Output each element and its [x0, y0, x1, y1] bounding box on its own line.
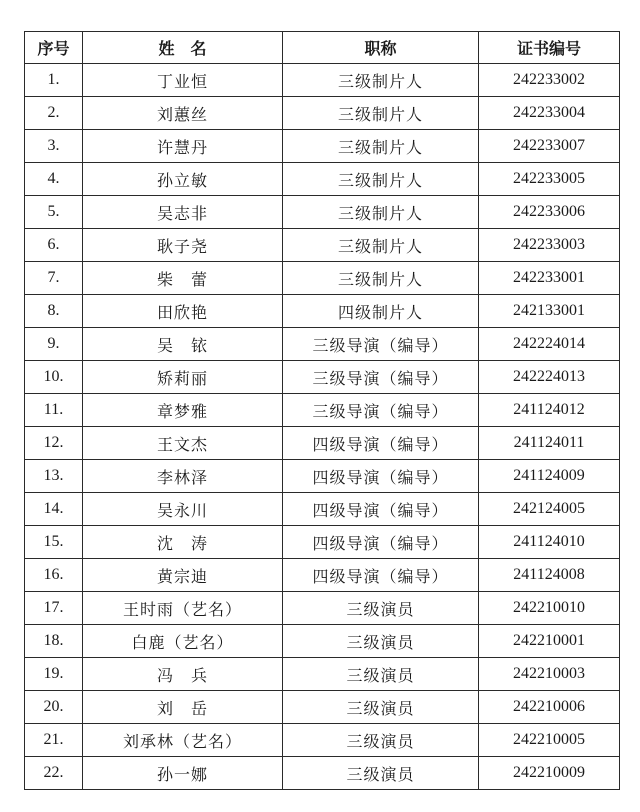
- row-cert: 241124012: [479, 394, 620, 427]
- row-cert: 242133001: [479, 295, 620, 328]
- row-name: 耿子尧: [83, 229, 283, 262]
- row-name: 刘承林（艺名）: [83, 724, 283, 757]
- row-title: 三级演员: [283, 592, 479, 625]
- table-row: [25, 493, 620, 526]
- row-cert: 242233002: [479, 64, 620, 97]
- header-no: 序号: [25, 32, 83, 64]
- row-no: 3.: [25, 130, 83, 163]
- table-row: [25, 229, 620, 262]
- row-title: 三级导演（编导）: [283, 394, 479, 427]
- row-cert: 241124008: [479, 559, 620, 592]
- row-cert: 242233001: [479, 262, 620, 295]
- row-name: 冯 兵: [83, 658, 283, 691]
- row-no: 6.: [25, 229, 83, 262]
- row-title: 三级制片人: [283, 64, 479, 97]
- row-no: 16.: [25, 559, 83, 592]
- row-no: 15.: [25, 526, 83, 559]
- row-title: 四级制片人: [283, 295, 479, 328]
- row-cert: 242210003: [479, 658, 620, 691]
- row-name: 吴 铱: [83, 328, 283, 361]
- row-cert: 242233003: [479, 229, 620, 262]
- row-cert: 242210005: [479, 724, 620, 757]
- row-name: 孙一娜: [83, 757, 283, 790]
- table-row: [25, 724, 620, 757]
- row-name: 李林泽: [83, 460, 283, 493]
- row-cert: 241124010: [479, 526, 620, 559]
- row-no: 12.: [25, 427, 83, 460]
- row-name: 刘 岳: [83, 691, 283, 724]
- row-cert: 242233004: [479, 97, 620, 130]
- row-name: 吴志非: [83, 196, 283, 229]
- row-name: 刘蕙丝: [83, 97, 283, 130]
- table-row: [25, 97, 620, 130]
- row-name: 白鹿（艺名）: [83, 625, 283, 658]
- table-row: [25, 658, 620, 691]
- certificate-table: [24, 31, 620, 790]
- table-row: [25, 526, 620, 559]
- row-title: 三级演员: [283, 757, 479, 790]
- row-cert: 242233005: [479, 163, 620, 196]
- row-title: 三级制片人: [283, 163, 479, 196]
- table-row: [25, 427, 620, 460]
- row-no: 2.: [25, 97, 83, 130]
- row-no: 20.: [25, 691, 83, 724]
- row-no: 4.: [25, 163, 83, 196]
- row-name: 章梦雅: [83, 394, 283, 427]
- row-cert: 242233007: [479, 130, 620, 163]
- row-cert: 242233006: [479, 196, 620, 229]
- row-name: 沈 涛: [83, 526, 283, 559]
- row-title: 四级导演（编导）: [283, 493, 479, 526]
- row-name: 田欣艳: [83, 295, 283, 328]
- row-no: 22.: [25, 757, 83, 790]
- table-row: [25, 295, 620, 328]
- table-row: [25, 460, 620, 493]
- row-cert: 242210001: [479, 625, 620, 658]
- row-no: 19.: [25, 658, 83, 691]
- row-name: 丁业恒: [83, 64, 283, 97]
- row-title: 三级制片人: [283, 229, 479, 262]
- row-cert: 242124005: [479, 493, 620, 526]
- row-name: 吴永川: [83, 493, 283, 526]
- table-row: [25, 559, 620, 592]
- table-row: [25, 262, 620, 295]
- row-title: 四级导演（编导）: [283, 526, 479, 559]
- header-title: 职称: [283, 32, 479, 64]
- header-name: 姓 名: [83, 32, 283, 64]
- table-row: [25, 691, 620, 724]
- table-row: [25, 130, 620, 163]
- row-title: 三级演员: [283, 625, 479, 658]
- row-title: 四级导演（编导）: [283, 460, 479, 493]
- row-no: 9.: [25, 328, 83, 361]
- row-title: 三级制片人: [283, 262, 479, 295]
- row-no: 1.: [25, 64, 83, 97]
- row-cert: 242210010: [479, 592, 620, 625]
- row-cert: 242224013: [479, 361, 620, 394]
- row-cert: 242224014: [479, 328, 620, 361]
- row-title: 三级演员: [283, 691, 479, 724]
- row-name: 矫莉丽: [83, 361, 283, 394]
- row-name: 王文杰: [83, 427, 283, 460]
- row-name: 柴 蕾: [83, 262, 283, 295]
- row-no: 8.: [25, 295, 83, 328]
- row-no: 14.: [25, 493, 83, 526]
- row-title: 四级导演（编导）: [283, 427, 479, 460]
- table-row: [25, 592, 620, 625]
- table-row: [25, 196, 620, 229]
- row-cert: 241124009: [479, 460, 620, 493]
- row-no: 5.: [25, 196, 83, 229]
- row-no: 11.: [25, 394, 83, 427]
- table-row: [25, 625, 620, 658]
- row-no: 10.: [25, 361, 83, 394]
- row-cert: 242210006: [479, 691, 620, 724]
- table-row: [25, 328, 620, 361]
- row-title: 三级导演（编导）: [283, 361, 479, 394]
- row-title: 三级制片人: [283, 196, 479, 229]
- row-no: 21.: [25, 724, 83, 757]
- row-title: 三级制片人: [283, 97, 479, 130]
- row-name: 黄宗迪: [83, 559, 283, 592]
- table-row: [25, 64, 620, 97]
- row-title: 四级导演（编导）: [283, 559, 479, 592]
- table-row: [25, 361, 620, 394]
- row-title: 三级制片人: [283, 130, 479, 163]
- row-cert: 241124011: [479, 427, 620, 460]
- row-title: 三级演员: [283, 724, 479, 757]
- row-cert: 242210009: [479, 757, 620, 790]
- header-cert: 证书编号: [479, 32, 620, 64]
- row-no: 18.: [25, 625, 83, 658]
- row-no: 13.: [25, 460, 83, 493]
- table-row: [25, 394, 620, 427]
- row-no: 7.: [25, 262, 83, 295]
- row-name: 孙立敏: [83, 163, 283, 196]
- row-title: 三级导演（编导）: [283, 328, 479, 361]
- table-row: [25, 757, 620, 790]
- table-header-row: [25, 32, 620, 64]
- row-title: 三级演员: [283, 658, 479, 691]
- table-row: [25, 163, 620, 196]
- row-name: 王时雨（艺名）: [83, 592, 283, 625]
- row-no: 17.: [25, 592, 83, 625]
- row-name: 许慧丹: [83, 130, 283, 163]
